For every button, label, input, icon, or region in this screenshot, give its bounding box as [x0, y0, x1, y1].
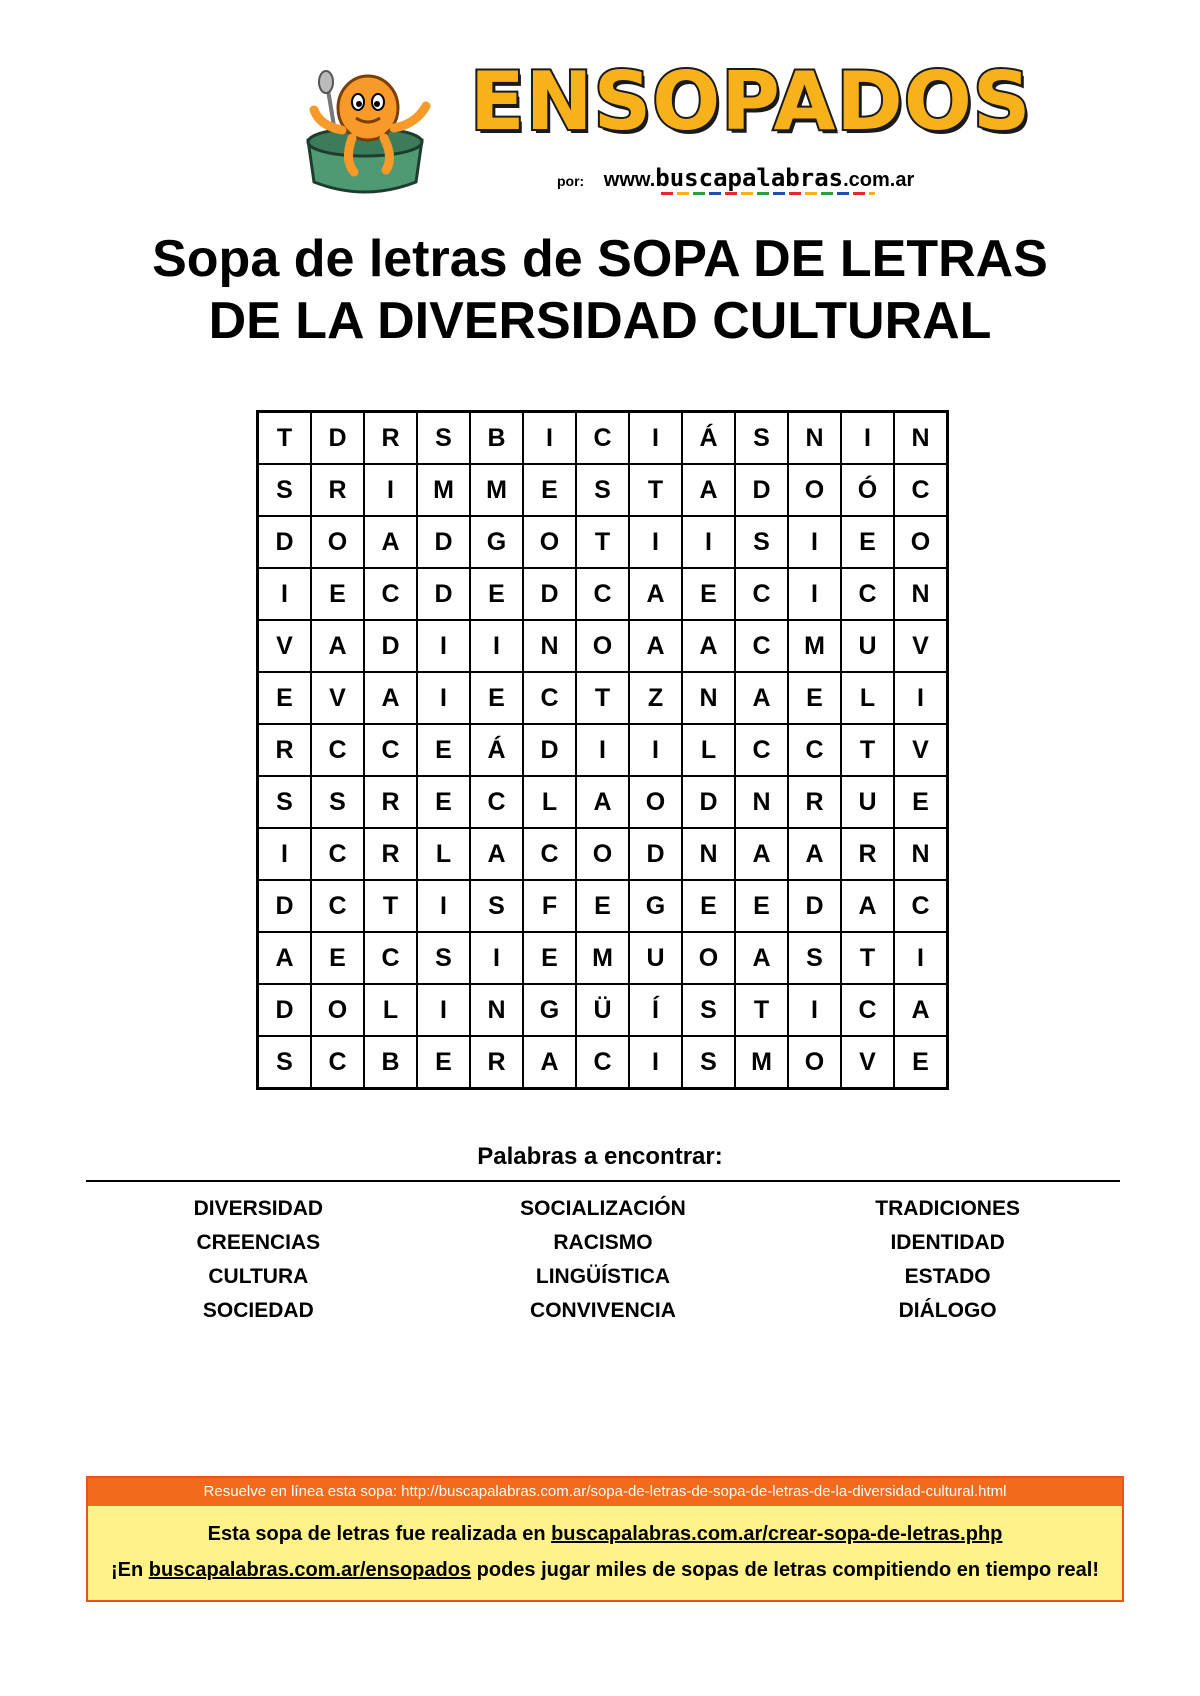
grid-cell: E: [894, 776, 948, 828]
byline-site-name: buscapalabras: [655, 164, 844, 192]
grid-cell: I: [629, 1036, 682, 1089]
grid-cell: E: [894, 1036, 948, 1089]
grid-cell: Z: [629, 672, 682, 724]
grid-cell: R: [470, 1036, 523, 1089]
grid-cell: O: [576, 828, 629, 880]
grid-cell: T: [258, 412, 312, 465]
grid-cell: A: [788, 828, 841, 880]
grid-cell: A: [894, 984, 948, 1036]
word-column: [86, 1192, 431, 1328]
grid-cell: U: [841, 776, 894, 828]
grid-cell: N: [682, 672, 735, 724]
word-search-grid: [256, 410, 949, 1090]
grid-cell: S: [470, 880, 523, 932]
grid-cell: I: [470, 620, 523, 672]
grid-cell: O: [523, 516, 576, 568]
colored-underline: [661, 192, 875, 195]
grid-cell: I: [417, 880, 470, 932]
online-solve-link[interactable]: Resuelve en línea esta sopa: http://buscapalabras.com.ar/sopa-de-letras-de-sopa-de-letras-de-la-diversidad-cultural.html: [88, 1478, 1122, 1506]
grid-cell: D: [417, 516, 470, 568]
grid-cell: Í: [629, 984, 682, 1036]
grid-cell: I: [682, 516, 735, 568]
grid-cell: C: [364, 724, 417, 776]
grid-cell: G: [629, 880, 682, 932]
word-list: [86, 1192, 1120, 1328]
grid-cell: C: [576, 412, 629, 465]
word-column: [775, 1192, 1120, 1328]
word-item: DIVERSIDAD: [193, 1197, 324, 1220]
grid-cell: A: [258, 932, 312, 984]
grid-cell: S: [258, 464, 312, 516]
grid-cell: I: [470, 932, 523, 984]
grid-cell: S: [258, 1036, 312, 1089]
grid-row: [258, 568, 948, 620]
grid-cell: E: [576, 880, 629, 932]
grid-cell: O: [788, 1036, 841, 1089]
footer-line-2-pre: ¡En: [110, 1559, 144, 1581]
byline-site-suffix: .com.ar: [843, 169, 915, 191]
word-item: SOCIEDAD: [202, 1299, 314, 1322]
octopus-mascot-icon: [290, 60, 440, 200]
grid-cell: Á: [470, 724, 523, 776]
grid-cell: A: [470, 828, 523, 880]
grid-cell: A: [629, 568, 682, 620]
grid-cell: T: [841, 724, 894, 776]
grid-cell: E: [417, 776, 470, 828]
grid-cell: D: [258, 516, 312, 568]
grid-cell: A: [682, 464, 735, 516]
grid-cell: I: [576, 724, 629, 776]
grid-cell: M: [735, 1036, 788, 1089]
grid-cell: V: [841, 1036, 894, 1089]
grid-cell: I: [523, 412, 576, 465]
byline-por: por:: [557, 173, 585, 189]
grid-cell: M: [417, 464, 470, 516]
grid-cell: T: [841, 932, 894, 984]
grid-cell: E: [523, 464, 576, 516]
grid-cell: L: [682, 724, 735, 776]
grid-cell: E: [735, 880, 788, 932]
grid-cell: S: [417, 932, 470, 984]
grid-cell: R: [364, 776, 417, 828]
grid-cell: B: [470, 412, 523, 465]
grid-cell: I: [894, 932, 948, 984]
grid-cell: A: [364, 516, 417, 568]
grid-cell: D: [523, 724, 576, 776]
grid-row: [258, 776, 948, 828]
grid-cell: I: [364, 464, 417, 516]
footer-box: [86, 1476, 1124, 1602]
grid-cell: S: [788, 932, 841, 984]
grid-cell: S: [735, 516, 788, 568]
grid-cell: C: [311, 880, 364, 932]
words-heading: Palabras a encontrar:: [477, 1143, 723, 1170]
grid-cell: S: [682, 1036, 735, 1089]
grid-cell: C: [523, 672, 576, 724]
word-item: CONVIVENCIA: [530, 1299, 676, 1322]
grid-cell: N: [894, 412, 948, 465]
grid-cell: D: [523, 568, 576, 620]
grid-cell: T: [576, 516, 629, 568]
grid-cell: D: [735, 464, 788, 516]
grid-cell: L: [523, 776, 576, 828]
grid-cell: E: [841, 516, 894, 568]
grid-cell: D: [629, 828, 682, 880]
grid-cell: N: [788, 412, 841, 465]
grid-cell: M: [576, 932, 629, 984]
grid-cell: R: [258, 724, 312, 776]
grid-cell: O: [788, 464, 841, 516]
grid-cell: O: [894, 516, 948, 568]
grid-cell: D: [682, 776, 735, 828]
grid-cell: A: [576, 776, 629, 828]
grid-cell: A: [311, 620, 364, 672]
grid-cell: M: [788, 620, 841, 672]
grid-cell: D: [364, 620, 417, 672]
grid-cell: C: [311, 724, 364, 776]
grid-cell: I: [417, 984, 470, 1036]
grid-cell: S: [311, 776, 364, 828]
grid-cell: O: [629, 776, 682, 828]
grid-cell: E: [417, 724, 470, 776]
grid-cell: E: [682, 880, 735, 932]
grid-cell: T: [576, 672, 629, 724]
word-item: IDENTIDAD: [890, 1231, 1005, 1254]
grid-cell: E: [682, 568, 735, 620]
grid-cell: L: [417, 828, 470, 880]
byline: [557, 164, 914, 192]
grid-cell: V: [311, 672, 364, 724]
grid-cell: L: [364, 984, 417, 1036]
grid-cell: O: [311, 984, 364, 1036]
grid-cell: M: [470, 464, 523, 516]
grid-cell: C: [735, 724, 788, 776]
grid-row: [258, 464, 948, 516]
grid-cell: S: [576, 464, 629, 516]
grid-cell: I: [788, 568, 841, 620]
grid-cell: N: [682, 828, 735, 880]
grid-cell: I: [258, 828, 312, 880]
grid-cell: C: [788, 724, 841, 776]
grid-cell: I: [894, 672, 948, 724]
word-item: DIÁLOGO: [898, 1299, 997, 1322]
create-puzzle-link[interactable]: buscapalabras.com.ar/crear-sopa-de-letras.php: [551, 1523, 1003, 1545]
grid-cell: C: [735, 620, 788, 672]
grid-cell: R: [364, 828, 417, 880]
grid-cell: D: [311, 412, 364, 465]
word-item: LINGÜÍSTICA: [535, 1265, 671, 1288]
footer-line-2: [88, 1552, 1122, 1588]
grid-cell: E: [311, 568, 364, 620]
grid-cell: V: [894, 724, 948, 776]
grid-cell: A: [735, 828, 788, 880]
grid-cell: A: [629, 620, 682, 672]
grid-cell: V: [258, 620, 312, 672]
grid-cell: T: [735, 984, 788, 1036]
grid-cell: C: [841, 984, 894, 1036]
grid-cell: Á: [682, 412, 735, 465]
grid-cell: A: [841, 880, 894, 932]
grid-cell: S: [682, 984, 735, 1036]
grid-cell: N: [735, 776, 788, 828]
grid-row: [258, 672, 948, 724]
grid-cell: R: [364, 412, 417, 465]
grid-cell: R: [788, 776, 841, 828]
grid-cell: F: [523, 880, 576, 932]
grid-cell: E: [470, 568, 523, 620]
grid-cell: C: [894, 464, 948, 516]
grid-cell: N: [894, 568, 948, 620]
grid-row: [258, 932, 948, 984]
word-item: ESTADO: [904, 1265, 991, 1288]
grid-cell: E: [311, 932, 364, 984]
grid-row: [258, 880, 948, 932]
grid-cell: N: [523, 620, 576, 672]
grid-cell: G: [470, 516, 523, 568]
byline-site-prefix: www.: [603, 169, 656, 191]
grid-cell: N: [470, 984, 523, 1036]
page-header: [0, 52, 1200, 202]
grid-cell: C: [364, 568, 417, 620]
grid-cell: E: [470, 672, 523, 724]
word-item: TRADICIONES: [875, 1197, 1020, 1220]
grid-cell: E: [417, 1036, 470, 1089]
grid-cell: S: [735, 412, 788, 465]
word-item: SOCIALIZACIÓN: [520, 1197, 686, 1220]
brand-logo: ENSOPADOS: [470, 55, 1032, 148]
ensopados-link[interactable]: buscapalabras.com.ar/ensopados: [148, 1559, 472, 1581]
grid-cell: C: [470, 776, 523, 828]
grid-cell: G: [523, 984, 576, 1036]
grid-cell: I: [841, 412, 894, 465]
grid-cell: U: [841, 620, 894, 672]
grid-cell: L: [841, 672, 894, 724]
grid-cell: V: [894, 620, 948, 672]
grid-row: [258, 516, 948, 568]
grid-cell: S: [417, 412, 470, 465]
grid-row: [258, 1036, 948, 1089]
footer-line-1: [88, 1516, 1122, 1552]
grid-cell: E: [258, 672, 312, 724]
grid-cell: R: [311, 464, 364, 516]
grid-cell: E: [523, 932, 576, 984]
grid-row: [258, 984, 948, 1036]
grid-row: [258, 412, 948, 465]
grid-cell: C: [311, 828, 364, 880]
grid-cell: R: [841, 828, 894, 880]
grid-cell: O: [682, 932, 735, 984]
grid-cell: T: [629, 464, 682, 516]
grid-cell: C: [311, 1036, 364, 1089]
grid-cell: A: [735, 932, 788, 984]
grid-cell: C: [523, 828, 576, 880]
grid-cell: A: [735, 672, 788, 724]
grid-row: [258, 620, 948, 672]
grid-cell: C: [894, 880, 948, 932]
grid-cell: N: [894, 828, 948, 880]
grid-cell: B: [364, 1036, 417, 1089]
grid-cell: D: [258, 984, 312, 1036]
grid-cell: D: [417, 568, 470, 620]
grid-cell: I: [788, 984, 841, 1036]
grid-cell: I: [629, 412, 682, 465]
word-item: CREENCIAS: [196, 1231, 321, 1254]
grid-cell: T: [364, 880, 417, 932]
grid-cell: O: [311, 516, 364, 568]
grid-cell: D: [788, 880, 841, 932]
grid-cell: A: [364, 672, 417, 724]
word-item: CULTURA: [208, 1265, 309, 1288]
grid-cell: C: [735, 568, 788, 620]
grid-cell: A: [682, 620, 735, 672]
footer-line-1-text: Esta sopa de letras fue realizada en: [207, 1523, 546, 1545]
grid-row: [258, 724, 948, 776]
grid-cell: U: [629, 932, 682, 984]
grid-cell: C: [576, 568, 629, 620]
grid-cell: I: [629, 516, 682, 568]
grid-cell: I: [629, 724, 682, 776]
grid-cell: E: [788, 672, 841, 724]
grid-cell: D: [258, 880, 312, 932]
grid-cell: A: [523, 1036, 576, 1089]
grid-cell: Ó: [841, 464, 894, 516]
footer-line-2-post: podes jugar miles de sopas de letras compitiendo en tiempo real!: [476, 1559, 1100, 1581]
grid-cell: C: [576, 1036, 629, 1089]
words-divider: [86, 1180, 1120, 1182]
grid-cell: Ü: [576, 984, 629, 1036]
grid-cell: I: [258, 568, 312, 620]
grid-cell: I: [417, 672, 470, 724]
word-item: RACISMO: [553, 1231, 653, 1254]
grid-cell: I: [788, 516, 841, 568]
word-column: [431, 1192, 776, 1328]
grid-cell: C: [364, 932, 417, 984]
footer-info: [88, 1506, 1122, 1600]
grid-cell: O: [576, 620, 629, 672]
grid-cell: C: [841, 568, 894, 620]
grid-row: [258, 828, 948, 880]
grid-cell: S: [258, 776, 312, 828]
grid-cell: I: [417, 620, 470, 672]
page-title: Sopa de letras de SOPA DE LETRAS DE LA DIVERSIDAD CULTURAL: [152, 230, 1048, 350]
